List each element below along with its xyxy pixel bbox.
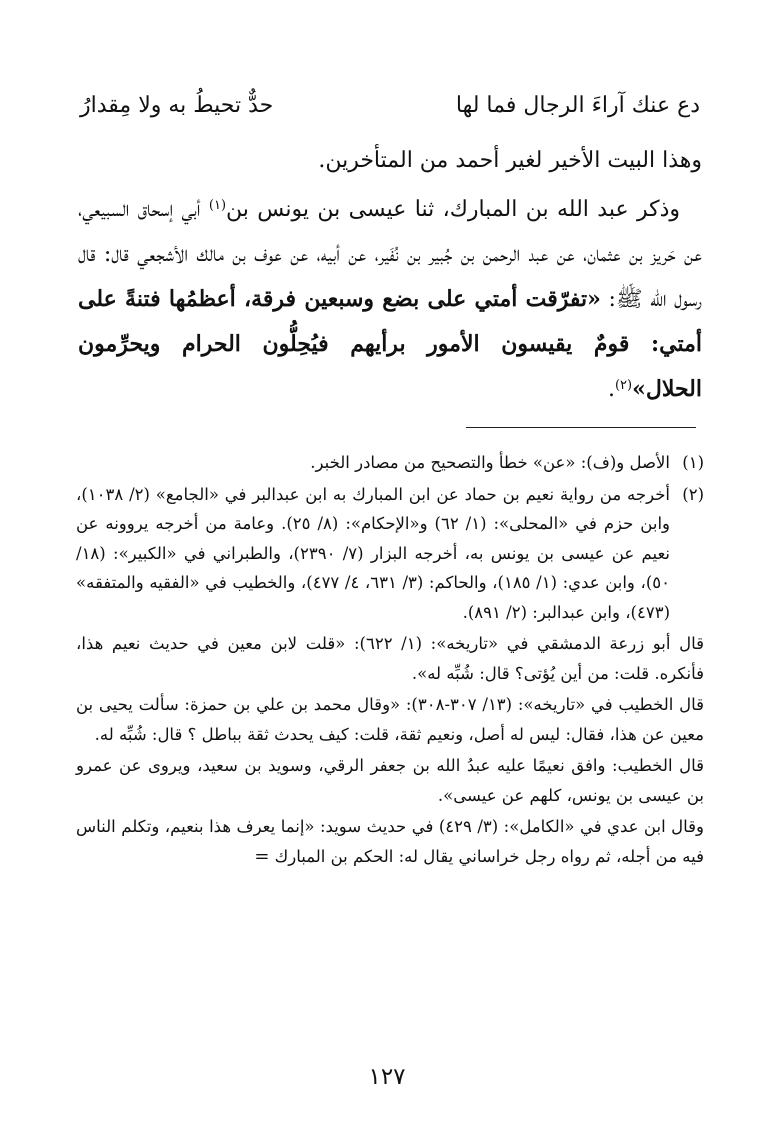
page-number: ١٢٧ (368, 1064, 406, 1090)
verse-first-hemistich: دع عنك آراءَ الرجال فما لها (455, 93, 700, 118)
footnote-2 (76, 480, 704, 628)
hadith-text: «تفرّقت أمتي على بضع وسبعين فرقة، أعظمُها فتنةً على أمتي: قومٌ يقيسون الأمور برأيهم فيُحِلُّون الحرام ويحرِّمون الحلال» (78, 286, 702, 402)
footnote-2-paragraph-5-text: وقال ابن عدي في «الكامل»: (٣/ ٤٢٩) في حديث سويد: «إنما يعرف هذا بنعيم، وتكلم الناس فيه من أجله، ثم رواه رجل خراساني يقال له: الحكم بن المبارك (76, 817, 704, 866)
footnotes (76, 448, 704, 873)
continuation-mark: = (254, 845, 270, 867)
footnote-2-paragraph-3: قال الخطيب في «تاريخه»: (١٣/ ٣٠٧-٣٠٨): «وقال محمد بن علي بن حمزة: سألت يحيى بن معين عن هذا، فقال: ليس له أصل، ونعيم ثقة، قلت: كيف يحدث ثقة بباطل ؟ قال: شُبِّه له. (76, 695, 704, 744)
footnote-divider (466, 427, 696, 428)
sentence-end: . (607, 377, 615, 402)
footnote-ref-1[interactable]: (١) (208, 198, 227, 213)
footnote-1-text: الأصل و(ف): «عن» خطأ والتصحيح من مصادر الخبر. (310, 453, 670, 472)
footnote-2-paragraph-1: أخرجه من رواية نعيم بن حماد عن ابن المبارك به ابن عبدالبر في «الجامع» (٢/ ١٠٣٨)، وابن حزم في «المحلى»: (١/ ٦٢) و«الإحكام»: (٨/ ٢٥). وعامة من أخرجه يروونه عن نعيم عن عيسى بن يونس به، أخرجه البزار (٧/ ٢٣٩٠)، والطبراني في «الكبير»: (١٨/ ٥٠)، وابن عدي: (١/ ١٨٥)، والحاكم: (٣/ ٦٣١، ٤/ ٤٧٧)، والخطيب في «الفقيه والمتفقه» (٤٧٣)، وابن عبدالبر: (٢/ ٨٩١). (76, 484, 671, 622)
isnad-start: وذكر عبد الله بن المبارك، ثنا عيسى بن يونس بن (226, 197, 681, 222)
footnote-1 (76, 448, 704, 478)
verse-second-hemistich: حدٌّ تحيطُ به ولا مِقدارُ (80, 93, 274, 118)
paragraph-hadith (78, 187, 702, 412)
footnote-2-paragraph-4: قال الخطيب: وافق نعيمًا عليه عبدُ الله بن جعفر الرقي، وسويد بن سعيد، ويروى عن عمرو بن عيسى بن يونس، كلهم عن عيسى». (76, 756, 704, 805)
isnad-rest: أبي إسحاق السبيعي، عن حَريز بن عثمان، عن عبد الرحمن بن جُبير بن نُفَير، عن أبيه، عن عوف بن مالك الأشجعي قال: قال رسول الله ﷺ: (78, 197, 702, 312)
footnote-2-paragraph-2: قال أبو زرعة الدمشقي في «تاريخه»: (١/ ٦٢٢): «قلت لابن معين في حديث نعيم هذا، فأنكره. قلت: من أين يُؤتى؟ قال: شُبِّه له». (76, 634, 705, 683)
footnote-2-paragraph-5 (76, 812, 704, 871)
footnote-2-number: (٢) (682, 484, 704, 504)
poem-verse (80, 84, 700, 128)
main-text (78, 138, 702, 412)
paragraph-note: وهذا البيت الأخير لغير أحمد من المتأخرين. (318, 148, 702, 173)
footnote-ref-2[interactable]: (٢) (614, 378, 633, 393)
footnote-1-number: (١) (682, 453, 704, 472)
